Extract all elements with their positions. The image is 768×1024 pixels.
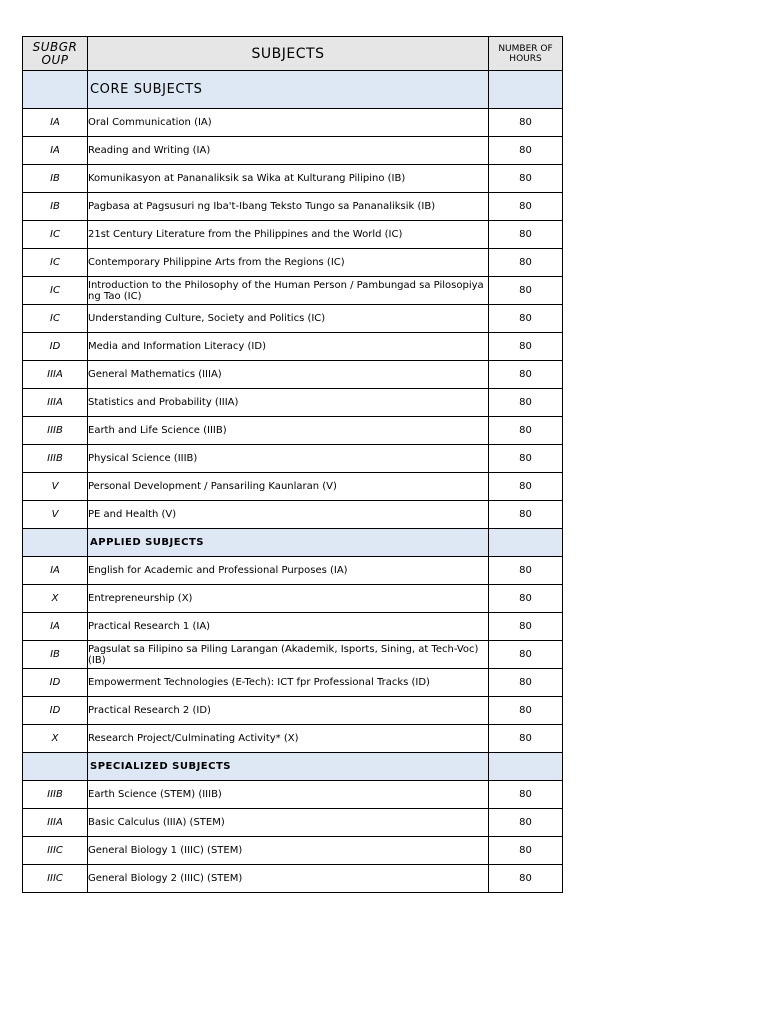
hours-cell: 80 — [489, 613, 563, 641]
subject-cell: Practical Research 1 (IA) — [88, 613, 489, 641]
subject-cell: Media and Information Literacy (ID) — [88, 333, 489, 361]
subject-cell: Komunikasyon at Pananaliksik sa Wika at Kulturang Pilipino (IB) — [88, 165, 489, 193]
table-row — [23, 361, 563, 389]
hours-cell: 80 — [489, 697, 563, 725]
section-spacer-cell — [23, 529, 88, 557]
table-row — [23, 837, 563, 865]
subject-cell: General Biology 2 (IIIC) (STEM) — [88, 865, 489, 893]
subject-cell: Contemporary Philippine Arts from the Regions (IC) — [88, 249, 489, 277]
table-row — [23, 277, 563, 305]
subject-cell: General Mathematics (IIIA) — [88, 361, 489, 389]
table-row — [23, 641, 563, 669]
table-row — [23, 473, 563, 501]
subgroup-cell: IIIB — [23, 417, 88, 445]
subgroup-cell: IIIC — [23, 865, 88, 893]
hours-cell: 80 — [489, 809, 563, 837]
hours-cell: 80 — [489, 165, 563, 193]
hours-cell: 80 — [489, 557, 563, 585]
subject-cell: General Biology 1 (IIIC) (STEM) — [88, 837, 489, 865]
section-spacer-cell — [489, 753, 563, 781]
table-row — [23, 865, 563, 893]
hours-cell: 80 — [489, 277, 563, 305]
hours-cell: 80 — [489, 445, 563, 473]
hours-cell: 80 — [489, 389, 563, 417]
table-row — [23, 165, 563, 193]
hours-cell: 80 — [489, 305, 563, 333]
subgroup-cell: ID — [23, 669, 88, 697]
subjects-table — [22, 36, 563, 893]
subgroup-cell: IA — [23, 557, 88, 585]
table-row — [23, 137, 563, 165]
subgroup-cell: IIIC — [23, 837, 88, 865]
subgroup-cell: ID — [23, 333, 88, 361]
table-row — [23, 669, 563, 697]
subject-cell: Practical Research 2 (ID) — [88, 697, 489, 725]
table-row — [23, 221, 563, 249]
subgroup-cell: X — [23, 585, 88, 613]
subject-cell: Earth Science (STEM) (IIIB) — [88, 781, 489, 809]
subject-cell: Research Project/Culminating Activity* (X) — [88, 725, 489, 753]
table-row — [23, 389, 563, 417]
subgroup-cell: IIIA — [23, 809, 88, 837]
subject-cell: Physical Science (IIIB) — [88, 445, 489, 473]
hours-cell: 80 — [489, 193, 563, 221]
hours-header: NUMBER OF HOURS — [489, 37, 563, 71]
subgroup-cell: IC — [23, 249, 88, 277]
subjects-header: SUBJECTS — [88, 37, 489, 71]
subject-cell: Pagsulat sa Filipino sa Piling Larangan (Akademik, Isports, Sining, at Tech-Voc) (IB) — [88, 641, 489, 669]
subject-cell: Pagbasa at Pagsusuri ng Iba't-Ibang Teksto Tungo sa Pananaliksik (IB) — [88, 193, 489, 221]
hours-cell: 80 — [489, 837, 563, 865]
table-row — [23, 613, 563, 641]
hours-cell: 80 — [489, 137, 563, 165]
subject-cell: PE and Health (V) — [88, 501, 489, 529]
subgroup-cell: IA — [23, 109, 88, 137]
hours-cell: 80 — [489, 585, 563, 613]
section-spacer-cell — [489, 529, 563, 557]
subgroup-cell: IA — [23, 137, 88, 165]
subject-cell: Statistics and Probability (IIIA) — [88, 389, 489, 417]
table-row — [23, 305, 563, 333]
hours-cell: 80 — [489, 361, 563, 389]
section-title: CORE SUBJECTS — [88, 71, 489, 109]
table-row — [23, 193, 563, 221]
subgroup-cell: IIIB — [23, 445, 88, 473]
subgroup-cell: V — [23, 473, 88, 501]
table-row — [23, 585, 563, 613]
subgroup-cell: ID — [23, 697, 88, 725]
subject-cell: Empowerment Technologies (E-Tech): ICT fpr Professional Tracks (ID) — [88, 669, 489, 697]
table-row — [23, 725, 563, 753]
subgroup-cell: IB — [23, 165, 88, 193]
subject-cell: Oral Communication (IA) — [88, 109, 489, 137]
hours-cell: 80 — [489, 641, 563, 669]
subgroup-cell: IIIB — [23, 781, 88, 809]
hours-cell: 80 — [489, 221, 563, 249]
subject-cell: Earth and Life Science (IIIB) — [88, 417, 489, 445]
section-header-row — [23, 71, 563, 109]
subject-cell: Introduction to the Philosophy of the Human Person / Pambungad sa Pilosopiya ng Tao (IC) — [88, 277, 489, 305]
subject-cell: Reading and Writing (IA) — [88, 137, 489, 165]
table-row — [23, 109, 563, 137]
table-row — [23, 781, 563, 809]
hours-cell: 80 — [489, 249, 563, 277]
subgroup-cell: IB — [23, 193, 88, 221]
subject-cell: Understanding Culture, Society and Politics (IC) — [88, 305, 489, 333]
section-title: SPECIALIZED SUBJECTS — [88, 753, 489, 781]
subgroup-cell: V — [23, 501, 88, 529]
subgroup-cell: IC — [23, 221, 88, 249]
hours-cell: 80 — [489, 725, 563, 753]
subgroup-cell: IC — [23, 277, 88, 305]
subgroup-cell: IA — [23, 613, 88, 641]
table-row — [23, 557, 563, 585]
section-spacer-cell — [23, 753, 88, 781]
hours-cell: 80 — [489, 781, 563, 809]
subgroup-cell: IIIA — [23, 389, 88, 417]
table-row — [23, 249, 563, 277]
table-row — [23, 809, 563, 837]
hours-cell: 80 — [489, 417, 563, 445]
subject-cell: Basic Calculus (IIIA) (STEM) — [88, 809, 489, 837]
hours-cell: 80 — [489, 333, 563, 361]
subgroup-cell: IC — [23, 305, 88, 333]
subgroup-cell: IIIA — [23, 361, 88, 389]
subgroup-cell: X — [23, 725, 88, 753]
table-body — [23, 71, 563, 893]
section-spacer-cell — [23, 71, 88, 109]
subject-cell: Personal Development / Pansariling Kaunlaran (V) — [88, 473, 489, 501]
hours-cell: 80 — [489, 501, 563, 529]
table-row — [23, 445, 563, 473]
table-row — [23, 501, 563, 529]
subgroup-cell: IB — [23, 641, 88, 669]
section-header-row — [23, 529, 563, 557]
section-header-row — [23, 753, 563, 781]
hours-cell: 80 — [489, 473, 563, 501]
table-row — [23, 417, 563, 445]
subject-cell: 21st Century Literature from the Philippines and the World (IC) — [88, 221, 489, 249]
table-row — [23, 697, 563, 725]
hours-cell: 80 — [489, 669, 563, 697]
header-row — [23, 37, 563, 71]
table-row — [23, 333, 563, 361]
section-title: APPLIED SUBJECTS — [88, 529, 489, 557]
subgroup-header: SUBGR OUP — [23, 37, 88, 71]
hours-cell: 80 — [489, 865, 563, 893]
hours-cell: 80 — [489, 109, 563, 137]
section-spacer-cell — [489, 71, 563, 109]
subject-cell: Entrepreneurship (X) — [88, 585, 489, 613]
subject-cell: English for Academic and Professional Purposes (IA) — [88, 557, 489, 585]
